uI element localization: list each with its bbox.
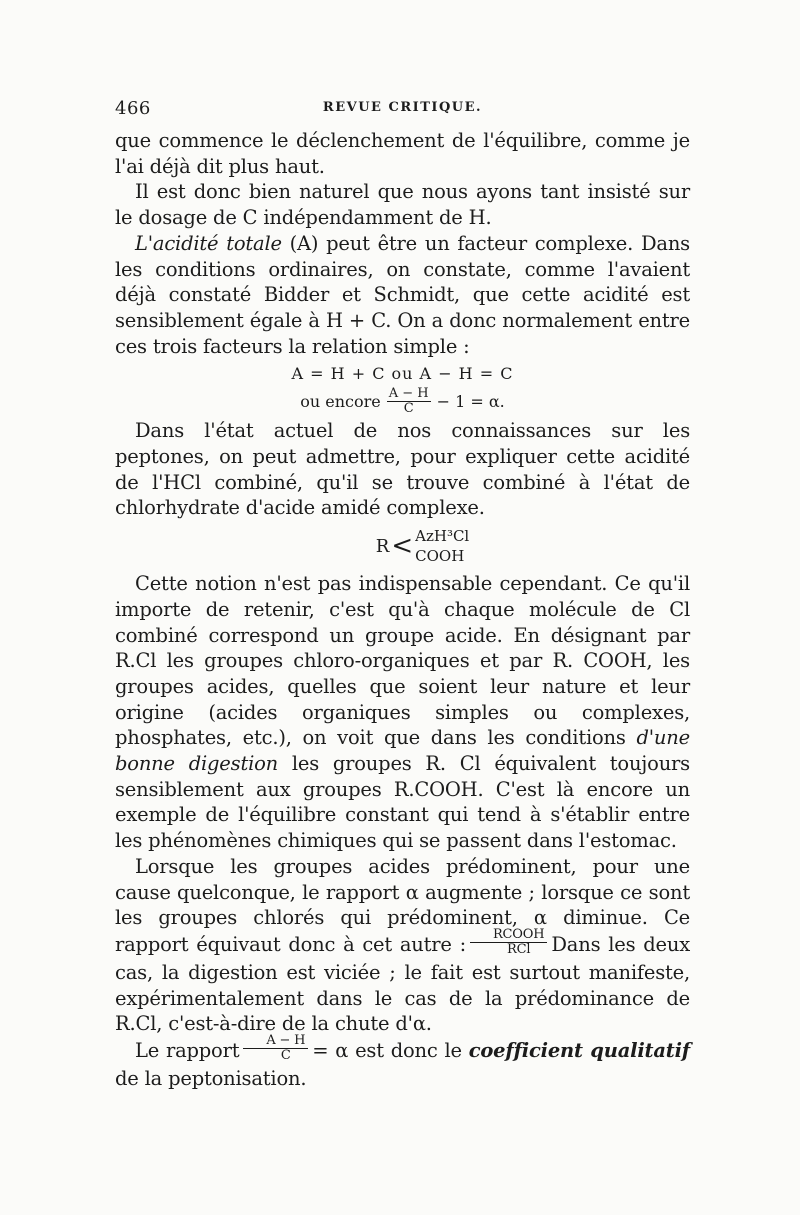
coefficient-numerator: A − H — [243, 1034, 308, 1049]
paragraph-acidite-totale — [115, 231, 690, 360]
rapport-text-a: Lorsque les groupes acides prédominent, pour une cause quelconque, le rapport α augmente ; lorsque ce sont les groupes chlorés qui prédominent, α diminue. Ce rapport équivaut donc à cet autre : — [115, 854, 690, 956]
chem-radical: R — [375, 535, 390, 557]
paragraph-notion — [115, 571, 690, 854]
chem-amide-group: AzH³Cl — [415, 527, 470, 546]
coefficient-text-c: de la peptonisation. — [115, 1067, 307, 1091]
acidite-totale-term: L'acidité totale — [135, 231, 282, 255]
notion-text-a: Cette notion n'est pas indispensable cependant. Ce qu'il importe de retenir, c'est qu'à chaque molécule de Cl combiné correspond un groupe acide. En désignant par R.Cl les groupes chloro-organiques et par R. COOH, les groupes acides, quelles que soient leur nature et leur origine (acides organiques simples ou complexes, phosphates, etc.), on voit que dans les conditions — [115, 572, 690, 750]
formula-relation: A = H + C ou A − H = C — [291, 364, 514, 384]
paragraph-rapport — [115, 854, 690, 1037]
formula-encore-label: ou encore — [300, 391, 381, 411]
paragraph-coefficient — [115, 1033, 690, 1092]
ratio-denominator: RCl — [507, 941, 531, 957]
acidite-totale-text: (A) peut être un facteur complexe. Dans les conditions ordinaires, on constate, comme l'avaient déjà constaté Bidder et Schmidt, que cette acidité est sensiblement égale à H + C. On a donc normalement entre ces trois facteurs la relation simple : — [115, 231, 690, 358]
fraction-denominator: C — [403, 401, 414, 417]
formula-equals-alpha: − 1 = α. — [436, 391, 505, 411]
coefficient-term: coefficient qualitatif — [468, 1039, 690, 1063]
coefficient-denominator: C — [280, 1048, 291, 1064]
chem-bracket: < — [391, 531, 414, 562]
running-head — [115, 98, 690, 128]
coefficient-text-b: = α est donc le — [312, 1039, 462, 1063]
chemical-formula — [155, 521, 690, 571]
notion-text-b: les groupes R. Cl équivalent toujours sensiblement aux groupes R.COOH. C'est là encore un exemple de l'équilibre constant qui tend à s'établir entre les phénomènes chimiques qui se passent dans l'estomac. — [115, 752, 690, 853]
coefficient-text-a: Le rapport — [135, 1039, 240, 1063]
paragraph-continuation: que commence le déclenchement de l'équilibre, comme je l'ai déjà dit plus haut. — [115, 129, 690, 178]
running-title: REVUE CRITIQUE. — [322, 100, 483, 115]
ratio-numerator: RCOOH — [470, 928, 547, 943]
paragraph-dosage: Il est donc bien naturel que nous ayons tant insisté sur le dosage de C indépendamment de H. — [115, 180, 690, 230]
formula-alpha — [115, 387, 690, 416]
page-number: 466 — [115, 98, 151, 119]
rapport-text-b: Dans les deux cas, la digestion est viciée ; le fait est surtout manifeste, expérimentalement dans le cas de la prédominance de R.Cl, c'est-à-dire de la chute d'α. — [115, 932, 690, 1036]
chem-branches — [415, 526, 469, 566]
notion-emphasis: d'une bonne digestion — [115, 726, 690, 776]
chem-acid-group: COOH — [415, 547, 465, 566]
fraction-numerator: A − H — [388, 386, 429, 402]
formula-fraction — [387, 387, 431, 416]
coefficient-fraction — [243, 1034, 308, 1063]
page-body — [115, 98, 690, 1092]
paragraph-peptones: Dans l'état actuel de nos connaissances sur les peptones, on peut admettre, pour expliquer cette acidité de l'HCl combiné, qu'il se trouve combiné à l'état de chlorhydrate d'acide amidé complexe. — [115, 419, 690, 520]
ratio-fraction — [470, 928, 547, 957]
